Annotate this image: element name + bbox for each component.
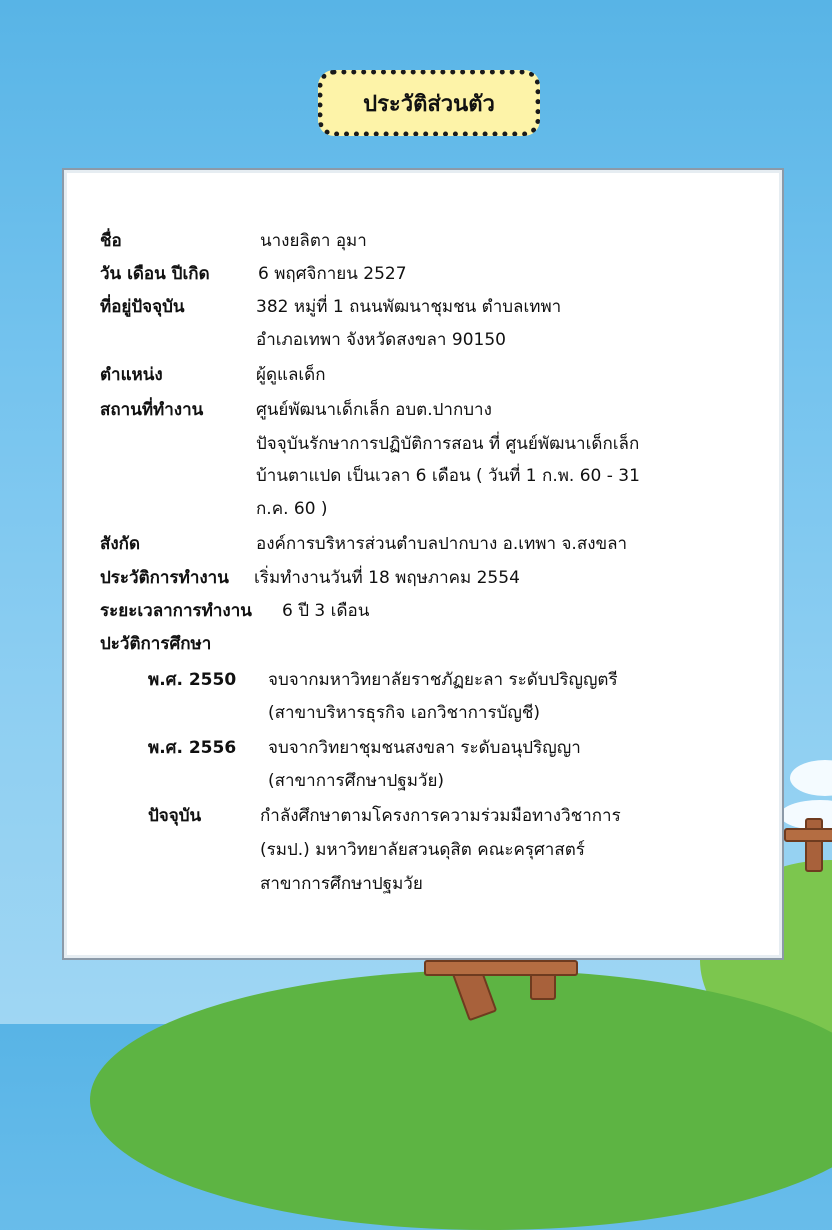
education-line: จบจากมหาวิทยาลัยราชภัฏยะลา ระดับปริญญตรี (268, 670, 618, 690)
page-title: ประวัติส่วนตัว (363, 91, 495, 117)
education-line: (รมป.) มหาวิทยาลัยสวนดุสิต คณะครุศาสตร์ (260, 840, 585, 860)
position-value: ผู้ดูแลเด็ก (256, 365, 326, 385)
address-line: 382 หมู่ที่ 1 ถนนพัฒนาชุมชน ตำบลเทพา (256, 297, 562, 317)
address-line: อำเภอเทพา จังหวัดสงขลา 90150 (256, 330, 506, 350)
education-year: ปัจจุบัน (148, 806, 202, 826)
fence-rail (424, 960, 578, 976)
workplace-label: สถานที่ทำงาน (100, 400, 204, 420)
affiliation-value: องค์การบริหารส่วนตำบลปากบาง อ.เทพา จ.สงขลา (256, 534, 628, 554)
workplace-line: บ้านตาแปด เป็นเวลา 6 เดือน ( วันที่ 1 ก.พ. 60 - 31 (256, 466, 640, 486)
dob-label: วัน เดือน ปีเกิด (100, 264, 210, 284)
cloud (790, 760, 832, 796)
workplace-line: ปัจจุบันรักษาการปฏิบัติการสอน ที่ ศูนย์พัฒนาเด็กเล็ก (256, 434, 640, 454)
workplace-line: ศูนย์พัฒนาเด็กเล็ก อบต.ปากบาง (256, 400, 492, 420)
education-year: พ.ศ. 2556 (148, 738, 237, 758)
fence-rail (784, 828, 832, 842)
workplace-line: ก.ค. 60 ) (256, 499, 328, 519)
name-value: นางยลิตา อุมา (260, 231, 367, 251)
work-history-value: เริ่มทำงานวันที่ 18 พฤษภาคม 2554 (254, 568, 520, 588)
education-line: (สาขาบริหารธุรกิจ เอกวิชาการบัญชี) (268, 703, 541, 723)
title-badge (318, 70, 540, 136)
education-label: ปะวัติการศึกษา (100, 634, 212, 654)
profile-card (62, 168, 784, 960)
dob-value: 6 พฤศจิกายน 2527 (258, 264, 407, 284)
education-line: สาขาการศึกษาปฐมวัย (260, 874, 423, 894)
education-line: (สาขาการศึกษาปฐมวัย) (268, 771, 445, 791)
name-label: ชื่อ (100, 231, 122, 251)
work-history-label: ประวัติการทำงาน (100, 568, 229, 588)
position-label: ตำแหน่ง (100, 365, 163, 385)
affiliation-label: สังกัด (100, 534, 141, 554)
education-year: พ.ศ. 2550 (148, 670, 237, 690)
work-duration-label: ระยะเวลาการทำงาน (100, 601, 252, 621)
address-label: ที่อยู่ปัจจุบัน (100, 297, 185, 317)
education-line: จบจากวิทยาชุมชนสงขลา ระดับอนุปริญญา (268, 738, 581, 758)
education-line: กำลังศึกษาตามโครงการความร่วมมือทางวิชาการ (260, 806, 621, 826)
work-duration-value: 6 ปี 3 เดือน (282, 601, 370, 621)
hill (90, 970, 832, 1230)
fence-post (805, 818, 823, 872)
